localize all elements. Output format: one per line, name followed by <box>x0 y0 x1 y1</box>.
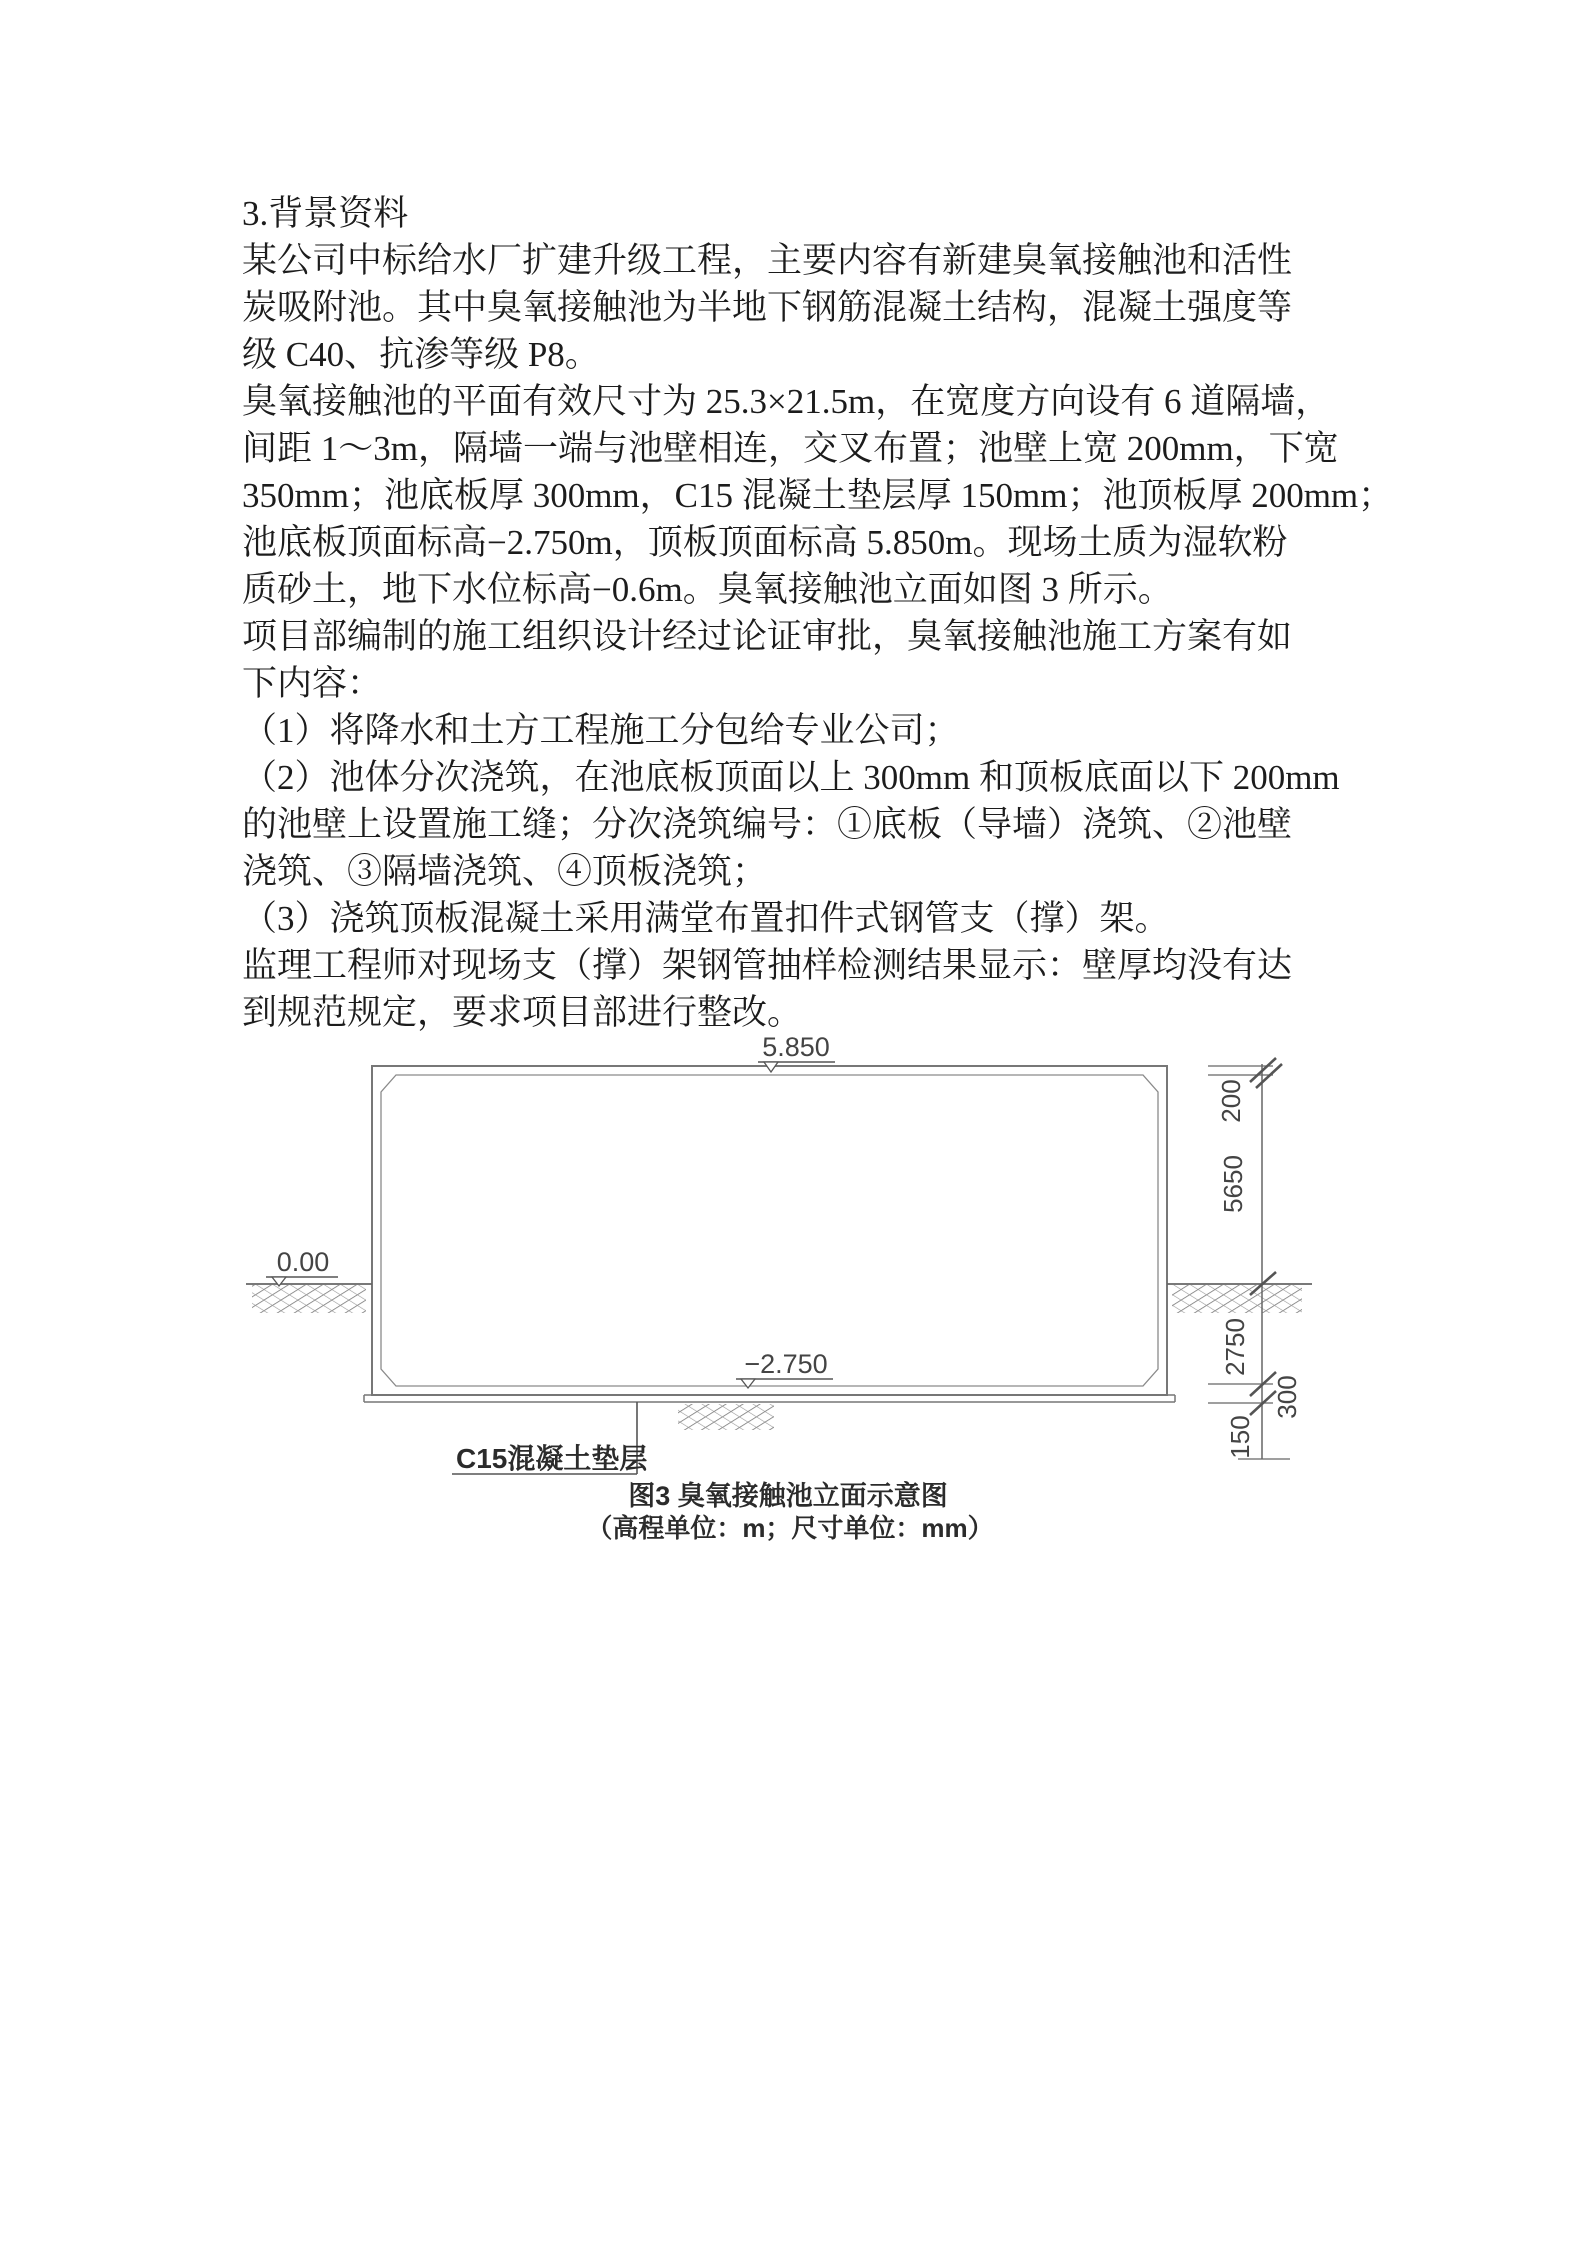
doc-line: 臭氧接触池的平面有效尺寸为 25.3×21.5m，在宽度方向设有 6 道隔墙， <box>242 382 1331 421</box>
ground-hatch-right-cross <box>1172 1285 1302 1313</box>
dimension-break-marks <box>1250 1058 1282 1415</box>
doc-line: 下内容： <box>242 664 383 703</box>
doc-line: 炭吸附池。其中臭氧接触池为半地下钢筋混凝土结构，混凝土强度等 <box>242 288 1293 327</box>
doc-line: 项目部编制的施工组织设计经过论证审批，臭氧接触池施工方案有如 <box>242 617 1293 656</box>
doc-line: （3）浇筑顶板混凝土采用满堂布置扣件式钢管支（撑）架。 <box>242 899 1170 938</box>
dim-label-lower-height: 2750 <box>1220 1318 1250 1376</box>
doc-line: 浇筑、③隔墙浇筑、④顶板浇筑； <box>242 852 768 891</box>
figure-caption-units: （高程单位：m；尺寸单位：mm） <box>586 1513 994 1543</box>
doc-line: 350mm；池底板厚 300mm，C15 混凝土垫层厚 150mm；池顶板厚 200mm； <box>242 476 1394 515</box>
cushion-label: C15混凝土垫层 <box>456 1443 648 1474</box>
subgrade-hatch-center-cross <box>678 1404 774 1430</box>
doc-line: 的池壁上设置施工缝；分次浇筑编号：①底板（导墙）浇筑、②池壁 <box>242 805 1293 844</box>
tank-inner-outline <box>381 1075 1158 1386</box>
dim-label-bottom-slab: 300 <box>1272 1375 1302 1419</box>
tank-outer-outline <box>372 1066 1167 1395</box>
doc-line: 质砂土，地下水位标高−0.6m。臭氧接触池立面如图 3 所示。 <box>242 570 1173 609</box>
ground-hatch-left-cross <box>252 1285 366 1313</box>
section-heading: 3.背景资料 <box>242 194 409 233</box>
dim-label-upper-height: 5650 <box>1218 1155 1248 1213</box>
doc-line: （1）将降水和土方工程施工分包给专业公司； <box>242 711 960 750</box>
dim-label-cushion: 150 <box>1225 1415 1255 1459</box>
doc-line: （2）池体分次浇筑，在池底板顶面以上 300mm 和顶板底面以下 200mm <box>242 758 1340 797</box>
doc-line: 级 C40、抗渗等级 P8。 <box>242 335 600 374</box>
doc-line: 间距 1～3m，隔墙一端与池壁相连，交叉布置；池壁上宽 200mm，下宽 <box>242 429 1339 468</box>
figure-caption-title: 图3 臭氧接触池立面示意图 <box>628 1481 948 1511</box>
elevation-label-top: 5.850 <box>762 1032 830 1062</box>
doc-line: 到规范规定，要求项目部进行整改。 <box>242 993 803 1032</box>
dim-label-top-slab: 200 <box>1216 1079 1246 1123</box>
doc-line: 池底板顶面标高−2.750m，顶板顶面标高 5.850m。现场土质为湿软粉 <box>242 523 1288 562</box>
elevation-label-ground: 0.00 <box>276 1247 330 1277</box>
elevation-label-floor: −2.750 <box>744 1349 828 1379</box>
doc-line: 某公司中标给水厂扩建升级工程，主要内容有新建臭氧接触池和活性 <box>242 241 1293 280</box>
cushion-layer-lines <box>364 1395 1175 1402</box>
doc-line: 监理工程师对现场支（撑）架钢管抽样检测结果显示：壁厚均没有达 <box>242 946 1293 985</box>
